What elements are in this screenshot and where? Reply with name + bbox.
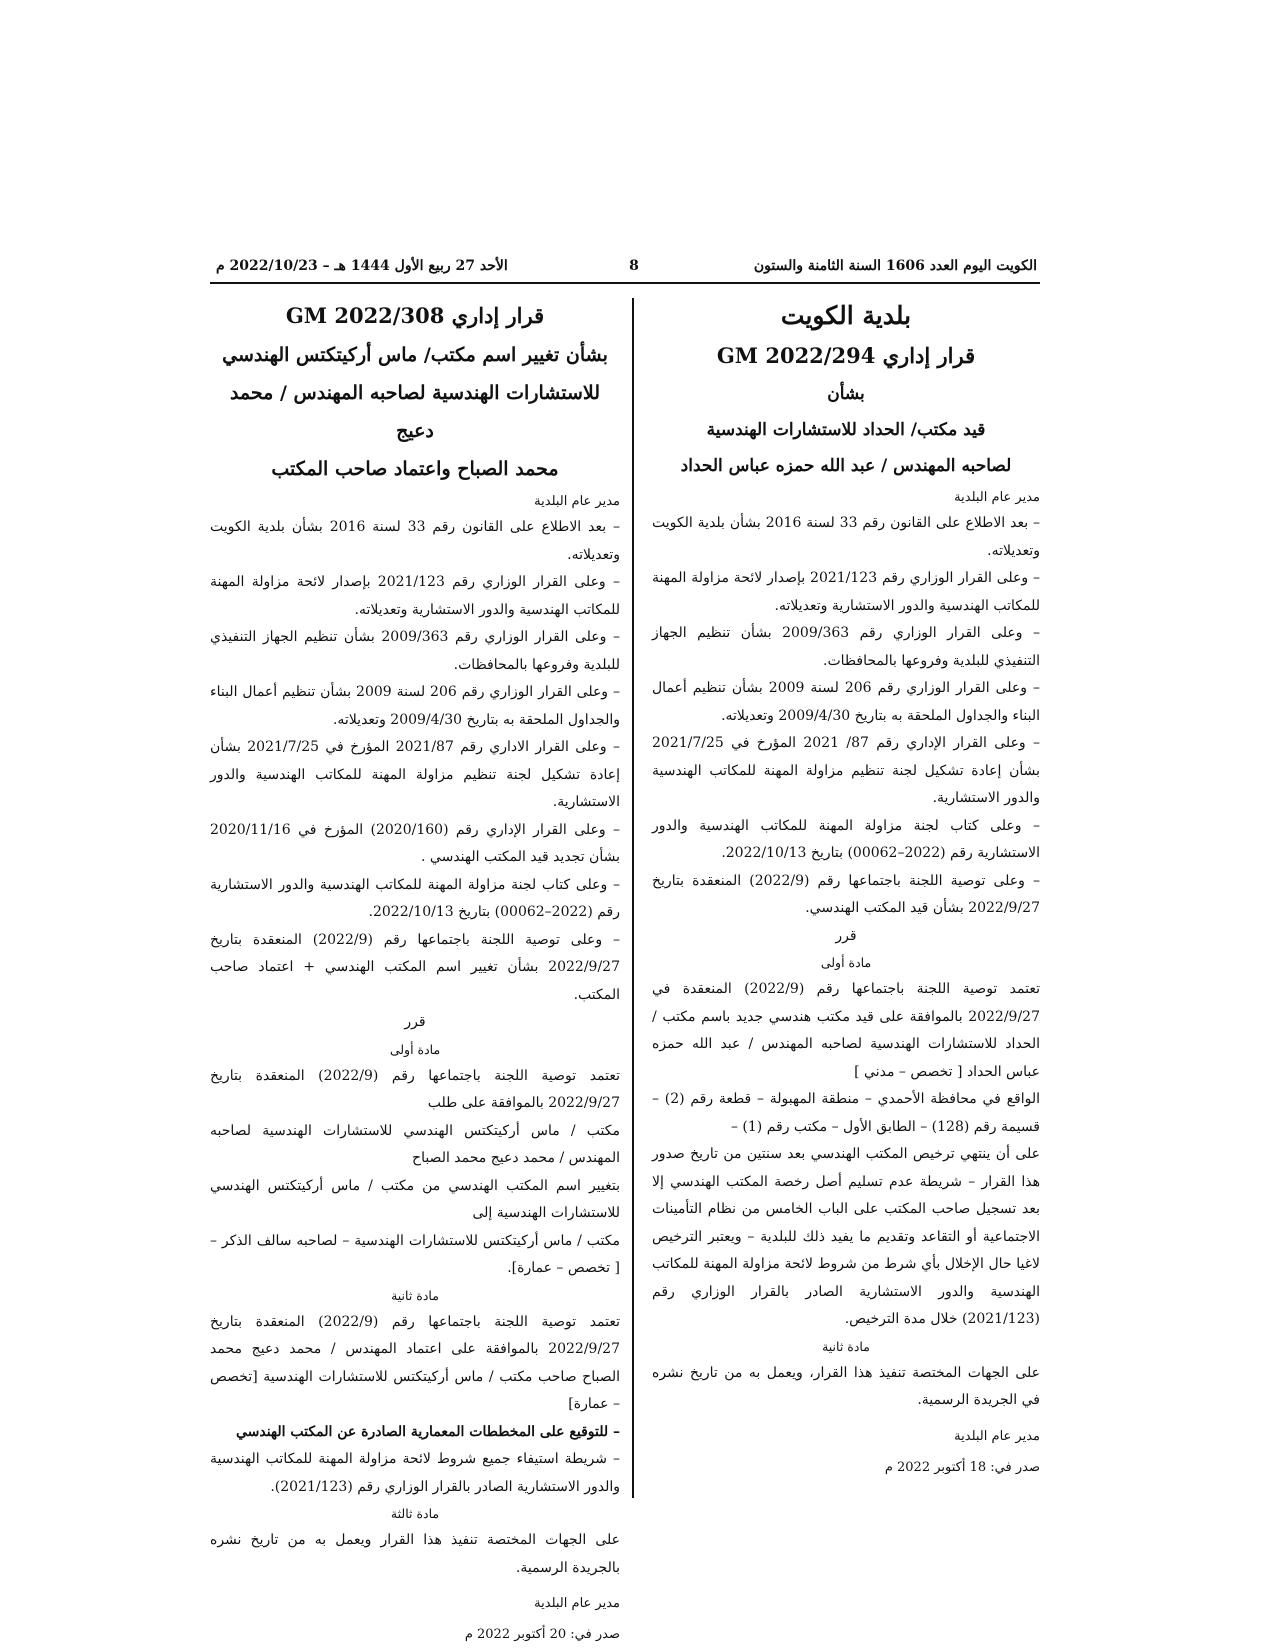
gazette-date-header: الأحد 27 ربيع الأول 1444 هـ – 2022/10/23 م [216,258,508,274]
article-paragraph: – شريطة استيفاء جميع شروط لائحة مزاولة المهنة للمكاتب الهندسية والدور الاستشارية الصادر بالقرار الوزاري رقم (2021/123). [210,1451,620,1495]
gazette-issue-header: الكويت اليوم العدد 1606 السنة الثامنة والستون [753,258,1037,274]
article-paragraph: بتغيير اسم المكتب الهندسي من مكتب / ماس أركيتكتس الهندسي للاستشارات الهندسية إلى [210,1177,620,1221]
decision-title: قرار إداري GM 2022/294 [716,343,976,368]
decision-308-column [210,296,620,1648]
signer-label: مدير عام البلدية [534,1596,620,1611]
article-title: مادة ثانية [822,1338,870,1354]
recital: – بعد الاطلاع على القانون رقم 33 لسنة 2016 بشأن بلدية الكويت وتعديلاته. [652,515,1041,559]
recital: – وعلى كتاب لجنة مزاولة المهنة للمكاتب الهندسية والدور الاستشارية رقم (2022–00062) بتاريخ 2022/10/13. [210,876,620,920]
issuer-label: مدير عام البلدية [954,490,1040,505]
article-paragraph: الواقع في محافظة الأحمدي – منطقة المهبولة – قطعة رقم (2) – قسيمة رقم (128) – الطابق الأول – مكتب رقم (1) – [652,1091,1041,1135]
recital: – وعلى القرار الاداري رقم 2021/87 المؤرخ في 2021/7/25 بشأن إعادة تشكيل لجنة تنظيم مزاولة المهنة للمكاتب الهندسية والدور الاستشارية. [210,739,620,810]
article-paragraph: على الجهات المختصة تنفيذ هذا القرار ويعمل به من تاريخ نشره بالجريدة الرسمية. [210,1532,620,1576]
decided-label: قرر [404,1014,426,1030]
recital: – وعلى القرار الوزاري رقم 206 لسنة 2009 بشأن تنظيم أعمال البناء والجداول الملحقة به بتاريخ 2009/4/30 وتعديلاته. [210,684,621,728]
decision-title: قرار إداري GM 2022/308 [285,303,545,328]
recital: – وعلى القرار الوزاري رقم 2009/363 بشأن تنظيم الجهاز التنفيذي للبلدية وفروعها بالمحافظات. [652,625,1040,669]
article-paragraph: مكتب / ماس أركيتكتس الهندسي للاستشارات الهندسية لصاحبه المهندس / محمد دعيج محمد الصباح [210,1122,620,1166]
article-paragraph: مكتب / ماس أركيتكتس للاستشارات الهندسية – لصاحبه سالف الذكر – [ تخصص – عمارة]. [210,1232,620,1276]
subject-line: قيد مكتب/ الحداد للاستشارات الهندسية [706,420,986,440]
subject-line: للاستشارات الهندسية لصاحبه المهندس / محمد دعيج [229,382,601,442]
article-paragraph: تعتمد توصية اللجنة باجتماعها رقم (2022/9) المنعقدة بتاريخ 2022/9/27 بالموافقة على اعتماد المهندس / محمد دعيج محمد الصباح صاحب مكتب / ماس أركيتكتس للاستشارات الهندسية [تخصص – عمارة] [210,1313,621,1412]
subject-line: محمد الصباح واعتماد صاحب المكتب [271,458,559,480]
article-paragraph: تعتمد توصية اللجنة باجتماعها رقم (2022/9) المنعقدة بتاريخ 2022/9/27 بالموافقة على طلب [210,1067,621,1111]
issue-date: صدر في: 20 أكتوبر 2022 م [464,1627,620,1642]
article-title: مادة أولى [389,1041,441,1057]
article-paragraph: على أن ينتهي ترخيص المكتب الهندسي بعد سنتين من تاريخ صدور هذا القرار – شريطة عدم تسليم أصل رخصة المكتب الهندسي إلا بعد تسجيل صاحب المكتب على الباب الخامس من نظام التأمينات الاجتماعية أو التقاعد وتقديم ما يفيد ذلك للبلدية – ويعتبر الترخيص لاغيا حال الإخلال بأي شرط من شروط لائحة مزاولة المهنة للمكاتب الهندسية والدور الاستشارية الصادر بالقرار الوزاري رقم (2021/123) خلال مدة الترخيص. [652,1146,1040,1327]
issue-date: صدر في: 18 أكتوبر 2022 م [884,1459,1040,1475]
article-paragraph: على الجهات المختصة تنفيذ هذا القرار، ويعمل به من تاريخ نشره في الجريدة الرسمية. [652,1364,1040,1408]
subject-line: بشأن تغيير اسم مكتب/ ماس أركيتكتس الهندسي [222,344,608,366]
column-divider [632,298,634,1498]
header-divider [210,282,1040,284]
article-title: مادة أولى [820,955,872,970]
recital: – وعلى توصية اللجنة باجتماعها رقم (2022/9) المنعقدة بتاريخ 2022/9/27 بشأن تغيير اسم المكتب الهندسي + اعتماد صاحب المكتب. [210,931,620,1003]
regarding-label: بشأن [827,384,865,404]
decided-label: قرر [835,927,857,944]
organization-title: بلدية الكويت [780,301,912,330]
recital: – وعلى كتاب لجنة مزاولة المهنة للمكاتب الهندسية والدور الاستشارية رقم (2022–00062) بتاريخ 2022/10/13. [652,817,1040,861]
issuer-label: مدير عام البلدية [534,494,620,509]
recital: – وعلى القرار الوزاري رقم 2021/123 بإصدار لائحة مزاولة المهنة للمكاتب الهندسية والدور الاستشارية وتعديلاته. [652,570,1041,614]
recital: – وعلى القرار الوزاري رقم 2021/123 بإصدار لائحة مزاولة المهنة للمكاتب الهندسية والدور الاستشارية وتعديلاته. [210,574,620,618]
page-number: 8 [629,258,639,274]
signer-label: مدير عام البلدية [954,1428,1040,1444]
subject-line: لصاحبه المهندس / عبد الله حمزه عباس الحداد [680,456,1012,476]
recital: – وعلى القرار الإداري رقم 87/ 2021 المؤرخ في 2021/7/25 بشأن إعادة تشكيل لجنة تنظيم مزاولة المهنة للمكاتب الهندسية والدور الاستشارية. [652,735,1040,806]
decision-294-column [652,296,1040,1481]
recital: – وعلى القرار الوزاري رقم 2009/363 بشأن تنظيم الجهاز التنفيذي للبلدية وفروعها بالمحافظات. [210,629,620,673]
recital: – وعلى توصية اللجنة باجتماعها رقم (2022/9) المنعقدة بتاريخ 2022/9/27 بشأن قيد المكتب الهندسي. [652,872,1040,916]
recital: – وعلى القرار الإداري رقم (2020/160) المؤرخ في 2020/11/16 بشأن تجديد قيد المكتب الهندسي . [210,821,620,865]
recital: – بعد الاطلاع على القانون رقم 33 لسنة 2016 بشأن بلدية الكويت وتعديلاته. [210,519,621,563]
article-title: مادة ثالثة [390,1506,440,1521]
article-paragraph: – للتوقيع على المخططات المعمارية الصادرة عن المكتب الهندسي [235,1423,620,1440]
article-paragraph: تعتمد توصية اللجنة باجتماعها رقم (2022/9) المنعقدة في 2022/9/27 بالموافقة على قيد مكتب هندسي جديد باسم مكتب / الحداد للاستشارات الهندسية لصاحبه المهندس / عبد الله حمزه عباس الحداد [ تخصص – مدني ] [652,981,1041,1080]
recital: – وعلى القرار الوزاري رقم 206 لسنة 2009 بشأن تنظيم أعمال البناء والجداول الملحقة به بتاريخ 2009/4/30 وتعديلاته. [652,680,1041,724]
article-title: مادة ثانية [391,1287,439,1303]
